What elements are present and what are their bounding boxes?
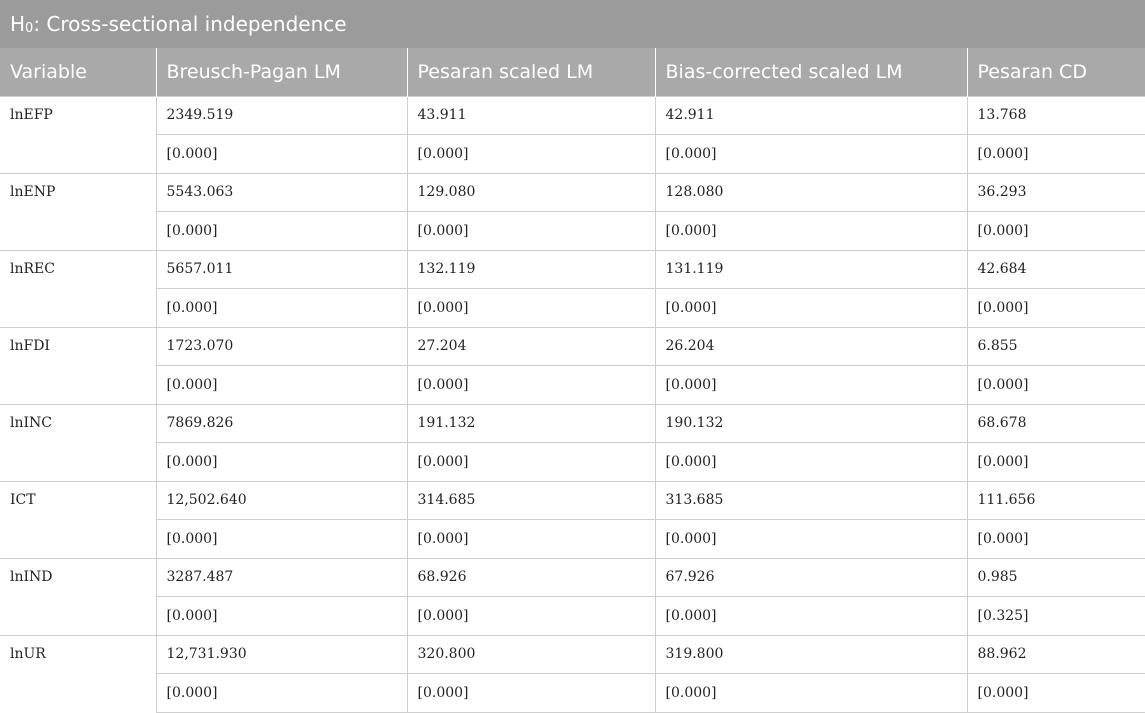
title-prefix: H: [10, 12, 26, 36]
statistic-cell: 27.204: [407, 327, 655, 366]
statistic-cell: 12,731.930: [156, 635, 407, 674]
pvalue-cell: [0.000]: [156, 674, 407, 713]
table-row: [0, 96, 1145, 135]
table-row: [0, 135, 1145, 174]
statistic-cell: 313.685: [655, 481, 967, 520]
statistic-cell: 7869.826: [156, 404, 407, 443]
statistic-cell: 42.684: [967, 250, 1145, 289]
pvalue-cell: [0.000]: [655, 520, 967, 559]
statistic-cell: 320.800: [407, 635, 655, 674]
table-row: [0, 212, 1145, 251]
statistic-cell: 67.926: [655, 558, 967, 597]
statistic-cell: 26.204: [655, 327, 967, 366]
table-row: [0, 520, 1145, 559]
variable-cell: lnEFP: [0, 96, 156, 173]
statistic-cell: 88.962: [967, 635, 1145, 674]
pvalue-cell: [0.000]: [655, 289, 967, 328]
statistic-cell: 111.656: [967, 481, 1145, 520]
header-bias-corrected: Bias-corrected scaled LM: [655, 48, 967, 96]
pvalue-cell: [0.000]: [655, 212, 967, 251]
table-title: [0, 0, 1145, 48]
table-row: [0, 443, 1145, 482]
pvalue-cell: [0.000]: [156, 366, 407, 405]
statistic-cell: 1723.070: [156, 327, 407, 366]
pvalue-cell: [0.000]: [407, 597, 655, 636]
pvalue-cell: [0.000]: [655, 597, 967, 636]
title-subscript: 0: [25, 20, 34, 36]
table-row: [0, 404, 1145, 443]
table-row: [0, 558, 1145, 597]
statistic-cell: 13.768: [967, 96, 1145, 135]
table-row: [0, 289, 1145, 328]
statistic-cell: 319.800: [655, 635, 967, 674]
statistic-cell: 128.080: [655, 173, 967, 212]
pvalue-cell: [0.000]: [655, 674, 967, 713]
statistic-cell: 0.985: [967, 558, 1145, 597]
variable-cell: lnUR: [0, 635, 156, 712]
pvalue-cell: [0.000]: [655, 443, 967, 482]
pvalue-cell: [0.000]: [967, 674, 1145, 713]
variable-cell: ICT: [0, 481, 156, 558]
header-variable: Variable: [0, 48, 156, 96]
pvalue-cell: [0.000]: [156, 520, 407, 559]
table-row: [0, 250, 1145, 289]
statistic-cell: 129.080: [407, 173, 655, 212]
pvalue-cell: [0.000]: [407, 366, 655, 405]
title-text: : Cross-sectional independence: [33, 12, 347, 36]
header-pesaran-cd: Pesaran CD: [967, 48, 1145, 96]
statistic-cell: 5657.011: [156, 250, 407, 289]
pvalue-cell: [0.000]: [407, 212, 655, 251]
pvalue-cell: [0.000]: [655, 366, 967, 405]
pvalue-cell: [0.000]: [156, 212, 407, 251]
statistic-cell: 132.119: [407, 250, 655, 289]
table-row: [0, 366, 1145, 405]
statistic-cell: 190.132: [655, 404, 967, 443]
header-breusch-pagan: Breusch-Pagan LM: [156, 48, 407, 96]
pvalue-cell: [0.000]: [407, 289, 655, 328]
pvalue-cell: [0.000]: [407, 443, 655, 482]
statistic-cell: 5543.063: [156, 173, 407, 212]
pvalue-cell: [0.000]: [967, 135, 1145, 174]
variable-cell: lnIND: [0, 558, 156, 635]
pvalue-cell: [0.000]: [156, 135, 407, 174]
pvalue-cell: [0.000]: [407, 135, 655, 174]
pvalue-cell: [0.000]: [967, 520, 1145, 559]
pvalue-cell: [0.000]: [407, 674, 655, 713]
results-table: [0, 48, 1145, 713]
pvalue-cell: [0.000]: [967, 443, 1145, 482]
pvalue-cell: [0.000]: [156, 443, 407, 482]
pvalue-cell: [0.000]: [156, 289, 407, 328]
variable-cell: lnENP: [0, 173, 156, 250]
statistic-cell: 131.119: [655, 250, 967, 289]
table-row: [0, 481, 1145, 520]
statistic-cell: 68.678: [967, 404, 1145, 443]
statistic-cell: 36.293: [967, 173, 1145, 212]
pvalue-cell: [0.325]: [967, 597, 1145, 636]
pvalue-cell: [0.000]: [967, 366, 1145, 405]
statistic-cell: 191.132: [407, 404, 655, 443]
table-row: [0, 597, 1145, 636]
pvalue-cell: [0.000]: [407, 520, 655, 559]
statistic-cell: 6.855: [967, 327, 1145, 366]
table-row: [0, 327, 1145, 366]
table-row: [0, 674, 1145, 713]
statistic-cell: 3287.487: [156, 558, 407, 597]
table-row: [0, 635, 1145, 674]
variable-cell: lnREC: [0, 250, 156, 327]
header-row: [0, 48, 1145, 96]
pvalue-cell: [0.000]: [655, 135, 967, 174]
header-pesaran-scaled: Pesaran scaled LM: [407, 48, 655, 96]
statistic-cell: 68.926: [407, 558, 655, 597]
pvalue-cell: [0.000]: [967, 212, 1145, 251]
variable-cell: lnFDI: [0, 327, 156, 404]
table-row: [0, 173, 1145, 212]
statistic-cell: 43.911: [407, 96, 655, 135]
statistic-cell: 12,502.640: [156, 481, 407, 520]
pvalue-cell: [0.000]: [967, 289, 1145, 328]
pvalue-cell: [0.000]: [156, 597, 407, 636]
statistic-cell: 42.911: [655, 96, 967, 135]
statistic-cell: 2349.519: [156, 96, 407, 135]
statistic-cell: 314.685: [407, 481, 655, 520]
variable-cell: lnINC: [0, 404, 156, 481]
